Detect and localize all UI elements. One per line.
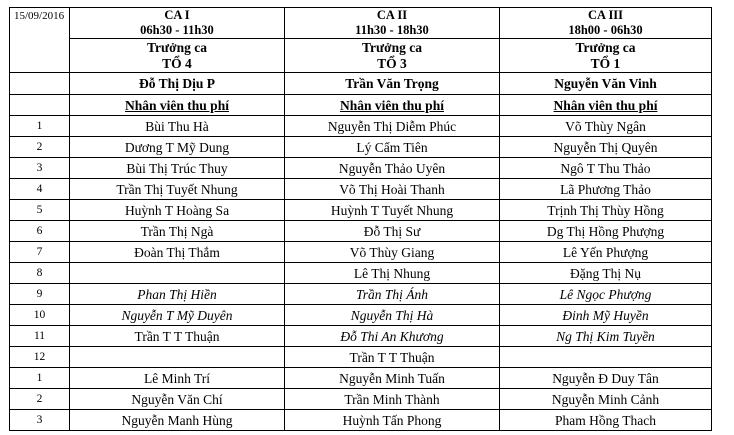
staff-label-row [10, 95, 712, 116]
shift-2-lead-label: Trưởng ca [362, 39, 422, 55]
row-number-cell: 9 [10, 284, 70, 305]
shift-2-staff-cell: Võ Thị Hoài Thanh [285, 179, 500, 200]
shift-3-team [500, 39, 712, 73]
shift-1-team [70, 39, 285, 73]
shift-header-row [10, 8, 712, 39]
shift-2-team-name: TỔ 3 [377, 55, 407, 71]
shift-2-name: CA II [376, 8, 408, 22]
shift-2-staff-cell: Lý Cẩm Tiên [285, 137, 500, 158]
shift-2-team [285, 39, 500, 73]
table-row [10, 410, 712, 431]
shift-1-staff-cell: Bùi Thu Hà [70, 116, 285, 137]
shift-1-team-name: TỔ 4 [162, 55, 192, 71]
shift-3-staff-cell: Trịnh Thị Thùy Hồng [500, 200, 712, 221]
shift-3-staff-cell: Dg Thị Hồng Phượng [500, 221, 712, 242]
row-number-cell: 10 [10, 305, 70, 326]
shift-1-lead-label: Trưởng ca [147, 39, 207, 55]
shift-2-staff-cell: Huỳnh Tấn Phong [285, 410, 500, 431]
shift-2-time: 11h30 - 18h30 [355, 23, 429, 37]
shift-3-lead-name: Nguyễn Văn Vinh [500, 73, 712, 95]
row-number-cell: 1 [10, 368, 70, 389]
shift-1-staff-cell: Phan Thị Hiền [70, 284, 285, 305]
shift-2-staff-cell: Trần Minh Thành [285, 389, 500, 410]
shift-3-team-name: TỔ 1 [590, 55, 621, 71]
shift-3-staff-cell: Lê Ngọc Phượng [500, 284, 712, 305]
shift-3-name: CA III [587, 8, 624, 22]
shift-3-staff-cell: Ngô T Thu Thảo [500, 158, 712, 179]
shift-3-header [500, 8, 712, 39]
shift-1-staff-cell: Đoàn Thị Thắm [70, 242, 285, 263]
shift-1-staff-cell [70, 347, 285, 368]
shift-3-staff-cell: Võ Thùy Ngân [500, 116, 712, 137]
shift-1-staff-label: Nhân viên thu phí [70, 95, 285, 116]
shift-3-staff-cell [500, 347, 712, 368]
table-row [10, 347, 712, 368]
table-row [10, 137, 712, 158]
shift-3-staff-cell: Pham Hồng Thach [500, 410, 712, 431]
row-number-cell: 12 [10, 347, 70, 368]
shift-1-staff-cell: Lê Minh Trí [70, 368, 285, 389]
table-row [10, 200, 712, 221]
shift-1-staff-cell: Huỳnh T Hoàng Sa [70, 200, 285, 221]
table-row [10, 179, 712, 200]
table-row [10, 158, 712, 179]
shift-3-staff-cell: Nguyễn Minh Cảnh [500, 389, 712, 410]
table-row [10, 221, 712, 242]
row-number-cell: 7 [10, 242, 70, 263]
table-row [10, 116, 712, 137]
row-number-cell: 11 [10, 326, 70, 347]
row-number-cell: 8 [10, 263, 70, 284]
shift-2-staff-cell: Lê Thị Nhung [285, 263, 500, 284]
shift-1-staff-cell: Nguyễn T Mỹ Duyên [70, 305, 285, 326]
shift-2-staff-cell: Nguyễn Thị Hà [285, 305, 500, 326]
shift-3-staff-cell: Lê Yến Phượng [500, 242, 712, 263]
table-row [10, 305, 712, 326]
shift-2-staff-cell: Đỗ Thị Sư [285, 221, 500, 242]
shift-1-staff-cell: Nguyễn Văn Chí [70, 389, 285, 410]
shift-2-staff-cell: Nguyễn Minh Tuấn [285, 368, 500, 389]
shift-2-staff-cell: Nguyễn Thị Diễm Phúc [285, 116, 500, 137]
row-number-cell: 1 [10, 116, 70, 137]
date-cell: 15/09/2016 [10, 8, 70, 73]
table-row [10, 263, 712, 284]
table-row [10, 389, 712, 410]
shift-1-staff-cell: Trần Thị Tuyết Nhung [70, 179, 285, 200]
table-row [10, 368, 712, 389]
row-number-cell: 3 [10, 410, 70, 431]
row-number-cell: 4 [10, 179, 70, 200]
table-row [10, 242, 712, 263]
shift-3-staff-cell: Lã Phương Thảo [500, 179, 712, 200]
table-row [10, 284, 712, 305]
shift-2-staff-cell: Trần T T Thuận [285, 347, 500, 368]
empty-cell [10, 95, 70, 116]
shift-1-staff-cell: Dương T Mỹ Dung [70, 137, 285, 158]
shift-1-staff-cell: Trần Thị Ngà [70, 221, 285, 242]
shift-schedule-table [9, 7, 712, 431]
row-number-cell: 6 [10, 221, 70, 242]
shift-1-staff-cell [70, 263, 285, 284]
shift-3-lead-label: Trưởng ca [575, 39, 636, 55]
team-row [10, 39, 712, 73]
shift-2-staff-cell: Võ Thùy Giang [285, 242, 500, 263]
shift-3-staff-cell: Đặng Thị Nụ [500, 263, 712, 284]
shift-1-header [70, 8, 285, 39]
lead-name-row [10, 73, 712, 95]
row-number-cell: 5 [10, 200, 70, 221]
shift-3-staff-label: Nhân viên thu phí [500, 95, 712, 116]
shift-3-staff-cell: Nguyễn Thị Quyên [500, 137, 712, 158]
shift-2-staff-cell: Nguyễn Thảo Uyên [285, 158, 500, 179]
shift-1-time: 06h30 - 11h30 [140, 23, 214, 37]
shift-1-staff-cell: Trần T T Thuận [70, 326, 285, 347]
shift-2-staff-cell: Trần Thị Ánh [285, 284, 500, 305]
row-number-cell: 3 [10, 158, 70, 179]
shift-3-time: 18h00 - 06h30 [568, 23, 643, 37]
shift-2-staff-cell: Huỳnh T Tuyết Nhung [285, 200, 500, 221]
row-number-cell: 2 [10, 389, 70, 410]
shift-1-staff-cell: Nguyễn Manh Hùng [70, 410, 285, 431]
shift-2-staff-cell: Đỗ Thi An Khương [285, 326, 500, 347]
shift-2-header [285, 8, 500, 39]
empty-cell [10, 73, 70, 95]
shift-2-staff-label: Nhân viên thu phí [285, 95, 500, 116]
shift-3-staff-cell: Ng Thị Kim Tuyền [500, 326, 712, 347]
shift-2-lead-name: Trần Văn Trọng [285, 73, 500, 95]
table-row [10, 326, 712, 347]
shift-1-name: CA I [164, 8, 190, 22]
shift-3-staff-cell: Đinh Mỹ Huyền [500, 305, 712, 326]
shift-1-staff-cell: Bùi Thị Trúc Thuy [70, 158, 285, 179]
row-number-cell: 2 [10, 137, 70, 158]
shift-3-staff-cell: Nguyễn Đ Duy Tân [500, 368, 712, 389]
shift-1-lead-name: Đỗ Thị Dịu P [70, 73, 285, 95]
